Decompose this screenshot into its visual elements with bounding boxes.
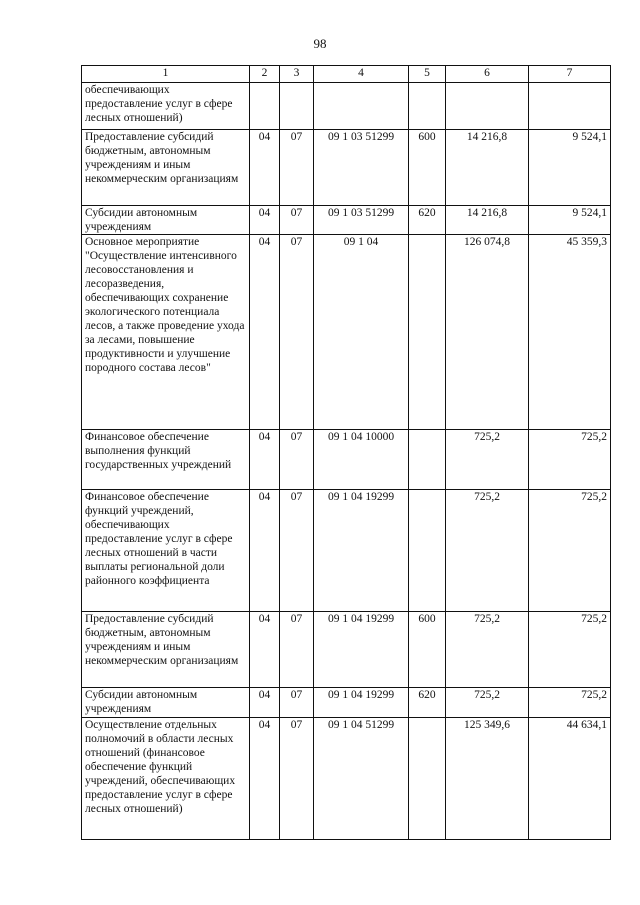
row-expense-type: 600 bbox=[409, 130, 446, 206]
row-subsection: 07 bbox=[280, 490, 314, 612]
header-col-3: 3 bbox=[280, 66, 314, 83]
row-section: 04 bbox=[250, 718, 280, 840]
row-section: 04 bbox=[250, 612, 280, 688]
row-amount-1: 126 074,8 bbox=[446, 235, 529, 430]
row-amount-1: 725,2 bbox=[446, 612, 529, 688]
row-amount-2 bbox=[529, 83, 611, 130]
row-expense-type: 620 bbox=[409, 688, 446, 718]
row-target-code: 09 1 04 19299 bbox=[314, 490, 409, 612]
row-amount-1: 14 216,8 bbox=[446, 130, 529, 206]
row-section: 04 bbox=[250, 235, 280, 430]
table-row bbox=[82, 718, 611, 840]
row-amount-1: 725,2 bbox=[446, 688, 529, 718]
row-subsection bbox=[280, 83, 314, 130]
table-row bbox=[82, 83, 611, 130]
row-target-code bbox=[314, 83, 409, 130]
header-col-4: 4 bbox=[314, 66, 409, 83]
row-amount-1: 725,2 bbox=[446, 430, 529, 490]
row-target-code: 09 1 04 10000 bbox=[314, 430, 409, 490]
row-name: обеспечивающих предоставление услуг в сфере лесных отношений) bbox=[82, 83, 250, 130]
row-amount-1: 725,2 bbox=[446, 490, 529, 612]
row-amount-2: 9 524,1 bbox=[529, 130, 611, 206]
row-name: Субсидии автономным учреждениям bbox=[82, 206, 250, 235]
row-name: Финансовое обеспечение выполнения функций государственных учреждений bbox=[82, 430, 250, 490]
table-header-row bbox=[82, 66, 611, 83]
row-amount-1: 14 216,8 bbox=[446, 206, 529, 235]
row-target-code: 09 1 04 19299 bbox=[314, 688, 409, 718]
table-row bbox=[82, 612, 611, 688]
header-col-2: 2 bbox=[250, 66, 280, 83]
row-amount-2: 44 634,1 bbox=[529, 718, 611, 840]
header-col-7: 7 bbox=[529, 66, 611, 83]
row-target-code: 09 1 04 19299 bbox=[314, 612, 409, 688]
row-amount-2: 725,2 bbox=[529, 430, 611, 490]
header-col-1: 1 bbox=[82, 66, 250, 83]
row-subsection: 07 bbox=[280, 130, 314, 206]
row-amount-2: 45 359,3 bbox=[529, 235, 611, 430]
row-name: Финансовое обеспечение функций учреждений, обеспечивающих предоставление услуг в сфере лесных отношений в части выплаты региональной доли районного коэффициента bbox=[82, 490, 250, 612]
row-expense-type bbox=[409, 718, 446, 840]
row-section: 04 bbox=[250, 206, 280, 235]
row-subsection: 07 bbox=[280, 612, 314, 688]
row-expense-type: 600 bbox=[409, 612, 446, 688]
row-expense-type bbox=[409, 235, 446, 430]
row-target-code: 09 1 03 51299 bbox=[314, 206, 409, 235]
table-row bbox=[82, 490, 611, 612]
table-row bbox=[82, 430, 611, 490]
budget-table bbox=[81, 65, 611, 840]
row-name: Предоставление субсидий бюджетным, автономным учреждениям и иным некоммерческим организациям bbox=[82, 130, 250, 206]
row-subsection: 07 bbox=[280, 235, 314, 430]
table-row bbox=[82, 206, 611, 235]
row-expense-type bbox=[409, 83, 446, 130]
row-name: Субсидии автономным учреждениям bbox=[82, 688, 250, 718]
page-number: 98 bbox=[313, 36, 327, 51]
row-amount-1: 125 349,6 bbox=[446, 718, 529, 840]
row-amount-2: 725,2 bbox=[529, 612, 611, 688]
row-expense-type: 620 bbox=[409, 206, 446, 235]
row-name: Основное мероприятие "Осуществление интенсивного лесовосстановления и лесоразведения, обеспечивающих сохранение экологического потенциала лесов, а также проведение ухода за лесами, повышение продуктивности и улучшение породного состава лесов" bbox=[82, 235, 250, 430]
row-subsection: 07 bbox=[280, 718, 314, 840]
row-target-code: 09 1 04 51299 bbox=[314, 718, 409, 840]
header-col-6: 6 bbox=[446, 66, 529, 83]
table-row bbox=[82, 235, 611, 430]
row-section: 04 bbox=[250, 490, 280, 612]
row-section: 04 bbox=[250, 688, 280, 718]
row-section: 04 bbox=[250, 130, 280, 206]
row-amount-2: 9 524,1 bbox=[529, 206, 611, 235]
row-section bbox=[250, 83, 280, 130]
row-subsection: 07 bbox=[280, 430, 314, 490]
row-subsection: 07 bbox=[280, 688, 314, 718]
row-section: 04 bbox=[250, 430, 280, 490]
table-row bbox=[82, 688, 611, 718]
row-expense-type bbox=[409, 490, 446, 612]
header-col-5: 5 bbox=[409, 66, 446, 83]
row-name: Предоставление субсидий бюджетным, автономным учреждениям и иным некоммерческим организациям bbox=[82, 612, 250, 688]
row-amount-2: 725,2 bbox=[529, 688, 611, 718]
table-row bbox=[82, 130, 611, 206]
row-target-code: 09 1 03 51299 bbox=[314, 130, 409, 206]
row-amount-2: 725,2 bbox=[529, 490, 611, 612]
row-expense-type bbox=[409, 430, 446, 490]
row-name: Осуществление отдельных полномочий в области лесных отношений (финансовое обеспечение функций учреждений, обеспечивающих предоставление услуг в сфере лесных отношений) bbox=[82, 718, 250, 840]
row-amount-1 bbox=[446, 83, 529, 130]
row-target-code: 09 1 04 bbox=[314, 235, 409, 430]
row-subsection: 07 bbox=[280, 206, 314, 235]
